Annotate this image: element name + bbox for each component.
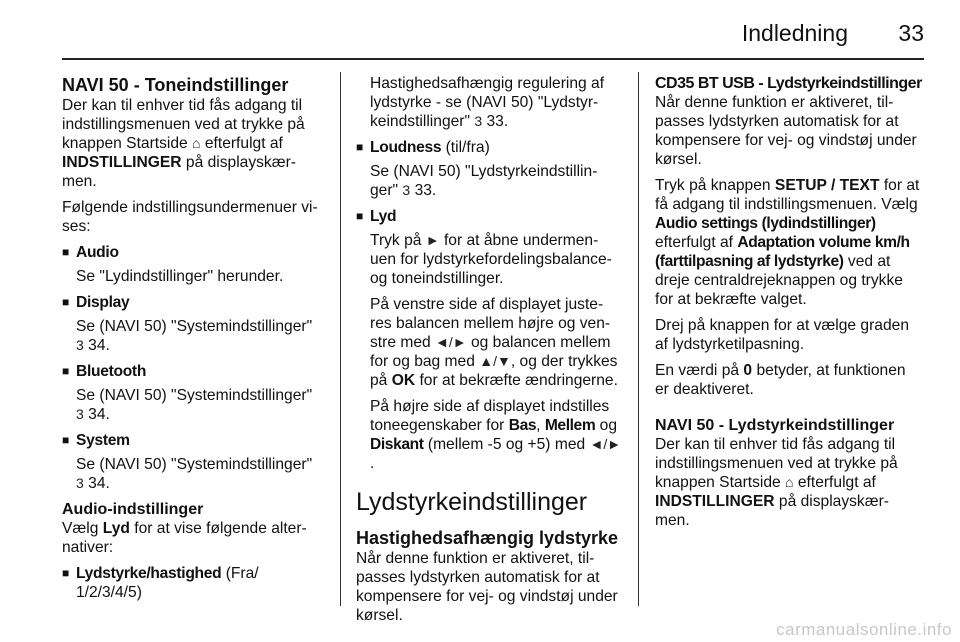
text: på displayskær-men. [62,154,296,190]
list-item-name: System [76,432,130,449]
page-ref: 34. [88,337,110,354]
paragraph [62,96,324,191]
list-item [62,293,324,355]
text: Se (NAVI 50) "Systemindstillinger" [76,387,313,404]
section-heading-navi50-tone: NAVI 50 - Toneindstillinger [62,75,289,95]
paragraph: Drej på knappen for at vælge graden af lydstyrketilpasning. [655,317,909,353]
paragraph: Når denne funktion er aktiveret, til-passes lydstyrken automatisk for at kompensere for vej- og vindstøj under kørsel. [356,550,618,624]
page-title: Indledning [741,20,848,46]
text: , og der trykkes på [370,353,618,389]
list-item-title [370,138,622,157]
list-item-desc [76,386,324,424]
list-item-desc [76,455,324,493]
bullet: ■ [62,295,70,309]
paragraph [370,231,622,288]
paragraph [655,176,923,309]
text: Tryk på knappen [655,177,771,194]
left-right-arrows-icon: ◄/► [589,436,622,452]
header-rule [62,58,924,60]
text: Hastighedsafhængig regulering af lydstyrke - se (NAVI 50) "Lydstyr-keindstillinger" [370,75,605,130]
bold-term: Lyd [102,520,130,537]
text: for at få adgang til indstillingsmenuen. Vælg [655,177,920,213]
text: . [370,455,375,472]
page-ref: 33. [486,113,509,130]
column-3 [655,74,923,537]
subheading-speed-volume: Hastighedsafhængig lydstyrke [356,528,619,548]
text: (mellem -5 og +5) med [427,436,586,453]
list-item [356,138,622,200]
text: , [536,417,541,434]
text: (til/fra) [445,139,490,156]
column-divider [340,72,341,606]
text: for at åbne undermen-uen for lydstyrkefordelingsbalance-og toneindstillinger. [370,232,612,287]
text: En værdi på [655,362,740,379]
bullet: ■ [62,433,70,447]
list-item-name: Display [76,294,130,311]
arrow-icon: 3 [76,406,84,422]
column-2 [356,74,622,632]
bullet: ■ [62,566,70,580]
text: og [599,417,617,434]
text: På højre side af displayet indstilles toneegenskaber for [370,398,610,434]
text: og balancen mellem for og bag med [370,334,611,370]
subheading-navi50-volume: NAVI 50 - Lydstyrkeindstillinger [655,417,895,434]
list-item-desc [76,317,324,355]
watermark: carmanualsonline.info [776,620,952,639]
paragraph [655,435,923,530]
page-header [62,14,924,60]
paragraph: Følgende indstillingsundermenuer vi-ses: [62,199,318,235]
list-item-desc [370,231,622,473]
list-item [356,207,622,473]
text: Der kan til enhver tid fås adgang til indstillingsmenuen ved at trykke på knappen Startside [62,97,305,152]
text: På venstre side af displayet juste-res balancen mellem højre og ven-stre med [370,296,611,351]
bold-term: Bas [508,417,537,434]
page-ref: 33. [414,182,437,199]
paragraph [370,397,622,473]
section-title: Lydstyrkeindstillinger [356,488,588,516]
right-arrow-icon: ► [425,232,440,248]
list-item-desc: (Fra/ 1/2/3/4/5) [76,565,259,601]
text: Se (NAVI 50) "Systemindstillinger" [76,456,313,473]
list-item-name: Lydstyrke/hastighed [76,565,222,582]
text: efterfulgt af [655,234,734,251]
text: betyder, at funktionen er deaktiveret. [655,362,906,398]
subheading-audio-settings: Audio-indstillinger [62,501,204,518]
page-number: 33 [898,20,924,46]
bullet: ■ [62,245,70,259]
bold-term: Audio settings (lydindstillinger) [655,215,876,232]
bold-term: Diskant [370,436,424,453]
text: Se (NAVI 50) "Systemindstillinger" [76,318,313,335]
arrow-icon: 3 [474,113,483,129]
bold-term: 0 [743,362,753,379]
text: på displayskær-men. [655,493,889,529]
paragraph [62,519,324,557]
list-item-name: Bluetooth [76,363,147,380]
continued-text [356,74,622,131]
list-item [62,243,324,286]
left-right-arrows-icon: ◄/► [435,334,467,350]
bold-term: INDSTILLINGER [655,493,775,510]
arrow-icon: 3 [76,475,84,491]
text: Vælg [62,520,99,537]
bullet: ■ [62,364,70,378]
up-down-arrows-icon: ▲/▼ [479,353,511,369]
page-ref: 34. [88,406,110,423]
bullet: ■ [356,140,364,154]
list-item-desc: Se "Lydindstillinger" herunder. [76,268,284,285]
list-item-name: Lyd [370,208,397,225]
paragraph [370,74,622,131]
bold-term: INDSTILLINGER [62,154,182,171]
text: efterfulgt af [204,135,283,152]
text: efterfulgt af [797,474,876,491]
paragraph: Når denne funktion er aktiveret, til-passes lydstyrken automatisk for at kompensere for vej- og vindstøj under kørsel. [655,94,917,168]
paragraph [370,295,622,390]
text: Se (NAVI 50) "Lydstyrkeindstillin-ger" [370,163,598,199]
bold-term: SETUP / TEXT [774,177,880,194]
bullet: ■ [356,209,364,223]
page-ref: 34. [88,475,110,492]
arrow-icon: 3 [402,182,411,198]
text: Tryk på [370,232,422,249]
column-1 [62,74,324,609]
list-item-name: Loudness [370,139,442,156]
home-icon: ⌂ [785,474,794,490]
bold-term: Adaptation volume km/h (farttilpasning af lydstyrke) [655,234,910,270]
subheading-cd35: CD35 BT USB - Lydstyrkeindstillinger [655,75,922,92]
text: Der kan til enhver tid fås adgang til indstillingsmenuen ved at trykke på knappen Startside [655,436,898,491]
list-item [62,431,324,493]
list-item [62,564,324,602]
text: ved at dreje centraldrejeknappen og trykke for at bekræfte valget. [655,253,903,308]
list-item-desc [370,162,622,200]
home-icon: ⌂ [192,135,201,151]
paragraph [655,361,923,399]
list-item-name: Audio [76,244,119,261]
text: for at vise følgende alter-nativer: [62,520,307,556]
text: for at bekræfte ændringerne. [419,372,618,389]
arrow-icon: 3 [76,337,84,353]
column-divider [638,72,639,606]
bold-term: OK [391,372,416,389]
bold-term: Mellem [544,417,596,434]
list-item [62,362,324,424]
